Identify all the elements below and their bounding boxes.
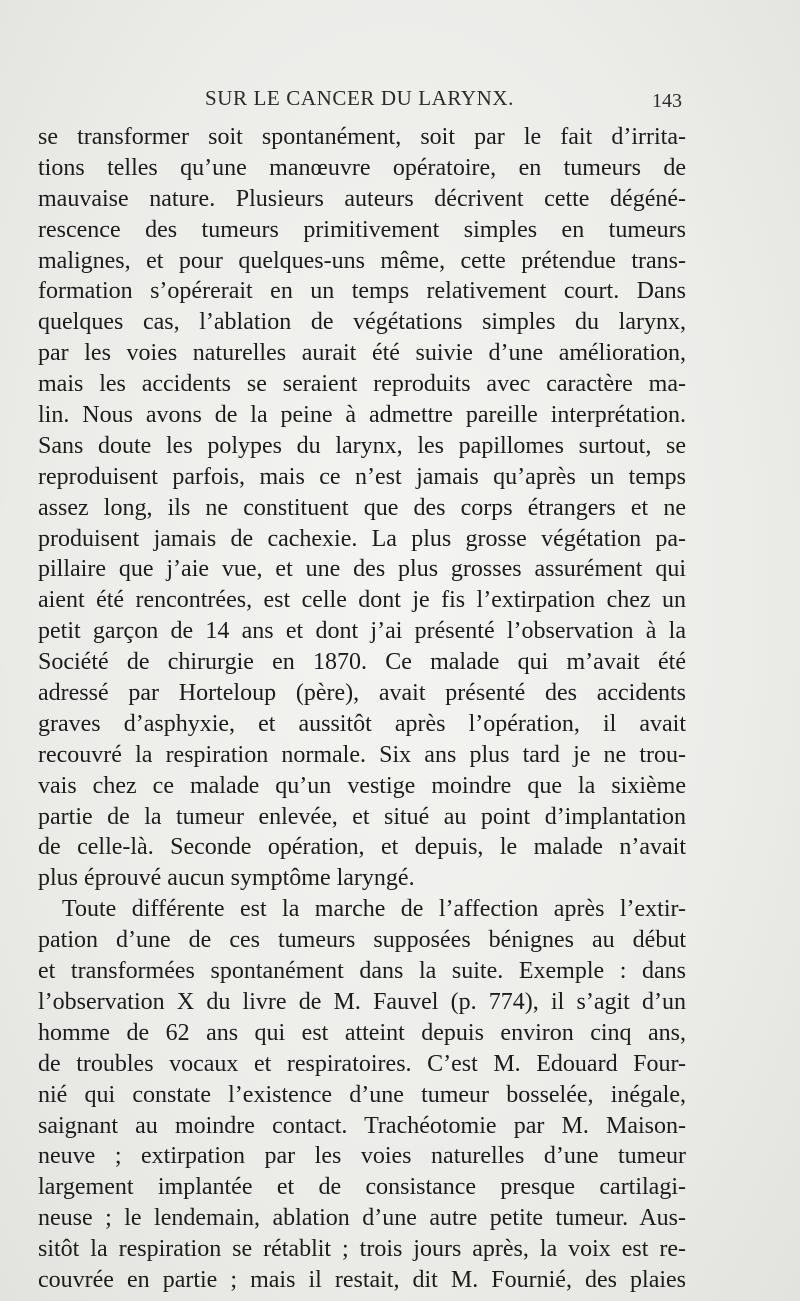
text-line: lin. Nous avons de la peine à admettre pareille interprétation. [38,402,686,429]
text-line: rescence des tumeurs primitivement simples en tumeurs [38,216,686,243]
text-line: malignes, et pour quelques-uns même, cette prétendue trans- [38,247,686,274]
text-line: vais chez ce malade qu’un vestige moindre que la sixième [38,772,686,799]
text-line: mauvaise nature. Plusieurs auteurs décrivent cette dégéné- [38,185,686,212]
text-line: tions telles qu’une manœuvre opératoire, en tumeurs de [38,154,686,181]
text-line: homme de 62 ans qui est atteint depuis environ cinq ans, [38,1019,686,1046]
text-line: couvrée en partie ; mais il restait, dit M. Fournié, des plaies [38,1266,686,1293]
page-number: 143 [652,90,682,112]
text-line: mais les accidents se seraient reproduits avec caractère ma- [38,371,686,398]
text-line: Société de chirurgie en 1870. Ce malade qui m’avait été [38,649,686,676]
text-line: l’observation X du livre de M. Fauvel (p. 774), il s’agit d’un [38,988,686,1015]
text-line: pation d’une de ces tumeurs supposées bénignes au début [38,927,686,954]
text-line: graves d’asphyxie, et aussitôt après l’opération, il avait [38,710,686,737]
text-line: Sans doute les polypes du larynx, les papillomes surtout, se [38,432,686,459]
page-header [0,86,800,116]
text-line: neuse ; le lendemain, ablation d’une autre petite tumeur. Aus- [38,1205,686,1232]
text-line: recouvré la respiration normale. Six ans plus tard je ne trou- [38,741,686,768]
body-text [38,122,686,1296]
text-line: de celle-là. Seconde opération, et depuis, le malade n’avait [38,834,686,861]
text-line: par les voies naturelles aurait été suivie d’une amélioration, [38,340,686,367]
text-line: de troubles vocaux et respiratoires. C’est M. Edouard Four- [38,1050,686,1077]
text-line: saignant au moindre contact. Trachéotomie par M. Maison- [38,1112,686,1139]
text-line: nié qui constate l’existence d’une tumeur bosselée, inégale, [38,1081,686,1108]
text-line: produisent jamais de cachexie. La plus grosse végétation pa- [38,525,686,552]
text-line: formation s’opérerait en un temps relativement court. Dans [38,278,686,305]
text-line: adressé par Horteloup (père), avait présenté des accidents [38,680,686,707]
text-line: Toute différente est la marche de l’affection après l’extir- [62,896,686,923]
text-line: se transformer soit spontanément, soit par le fait d’irrita- [38,124,686,150]
text-line: neuve ; extirpation par les voies naturelles d’une tumeur [38,1143,686,1170]
text-line: largement implantée et de consistance presque cartilagi- [38,1174,686,1201]
text-line: sitôt la respiration se rétablit ; trois jours après, la voix est re- [38,1236,686,1263]
text-line: et transformées spontanément dans la suite. Exemple : dans [38,958,686,985]
text-line: reproduisent parfois, mais ce n’est jamais qu’après un temps [38,463,686,490]
text-line: aient été rencontrées, est celle dont je fis l’extirpation chez un [38,587,686,614]
text-line: quelques cas, l’ablation de végétations simples du larynx, [38,309,686,336]
text-line: assez long, ils ne constituent que des corps étrangers et ne [38,494,686,521]
text-line: pillaire que j’aie vue, et une des plus grosses assurément qui [38,556,686,583]
running-title: SUR LE CANCER DU LARYNX. [205,86,515,110]
text-line: petit garçon de 14 ans et dont j’ai présenté l’observation à la [38,618,686,645]
text-line: partie de la tumeur enlevée, et situé au point d’implantation [38,803,686,830]
text-line: plus éprouvé aucun symptôme laryngé. [38,865,415,892]
